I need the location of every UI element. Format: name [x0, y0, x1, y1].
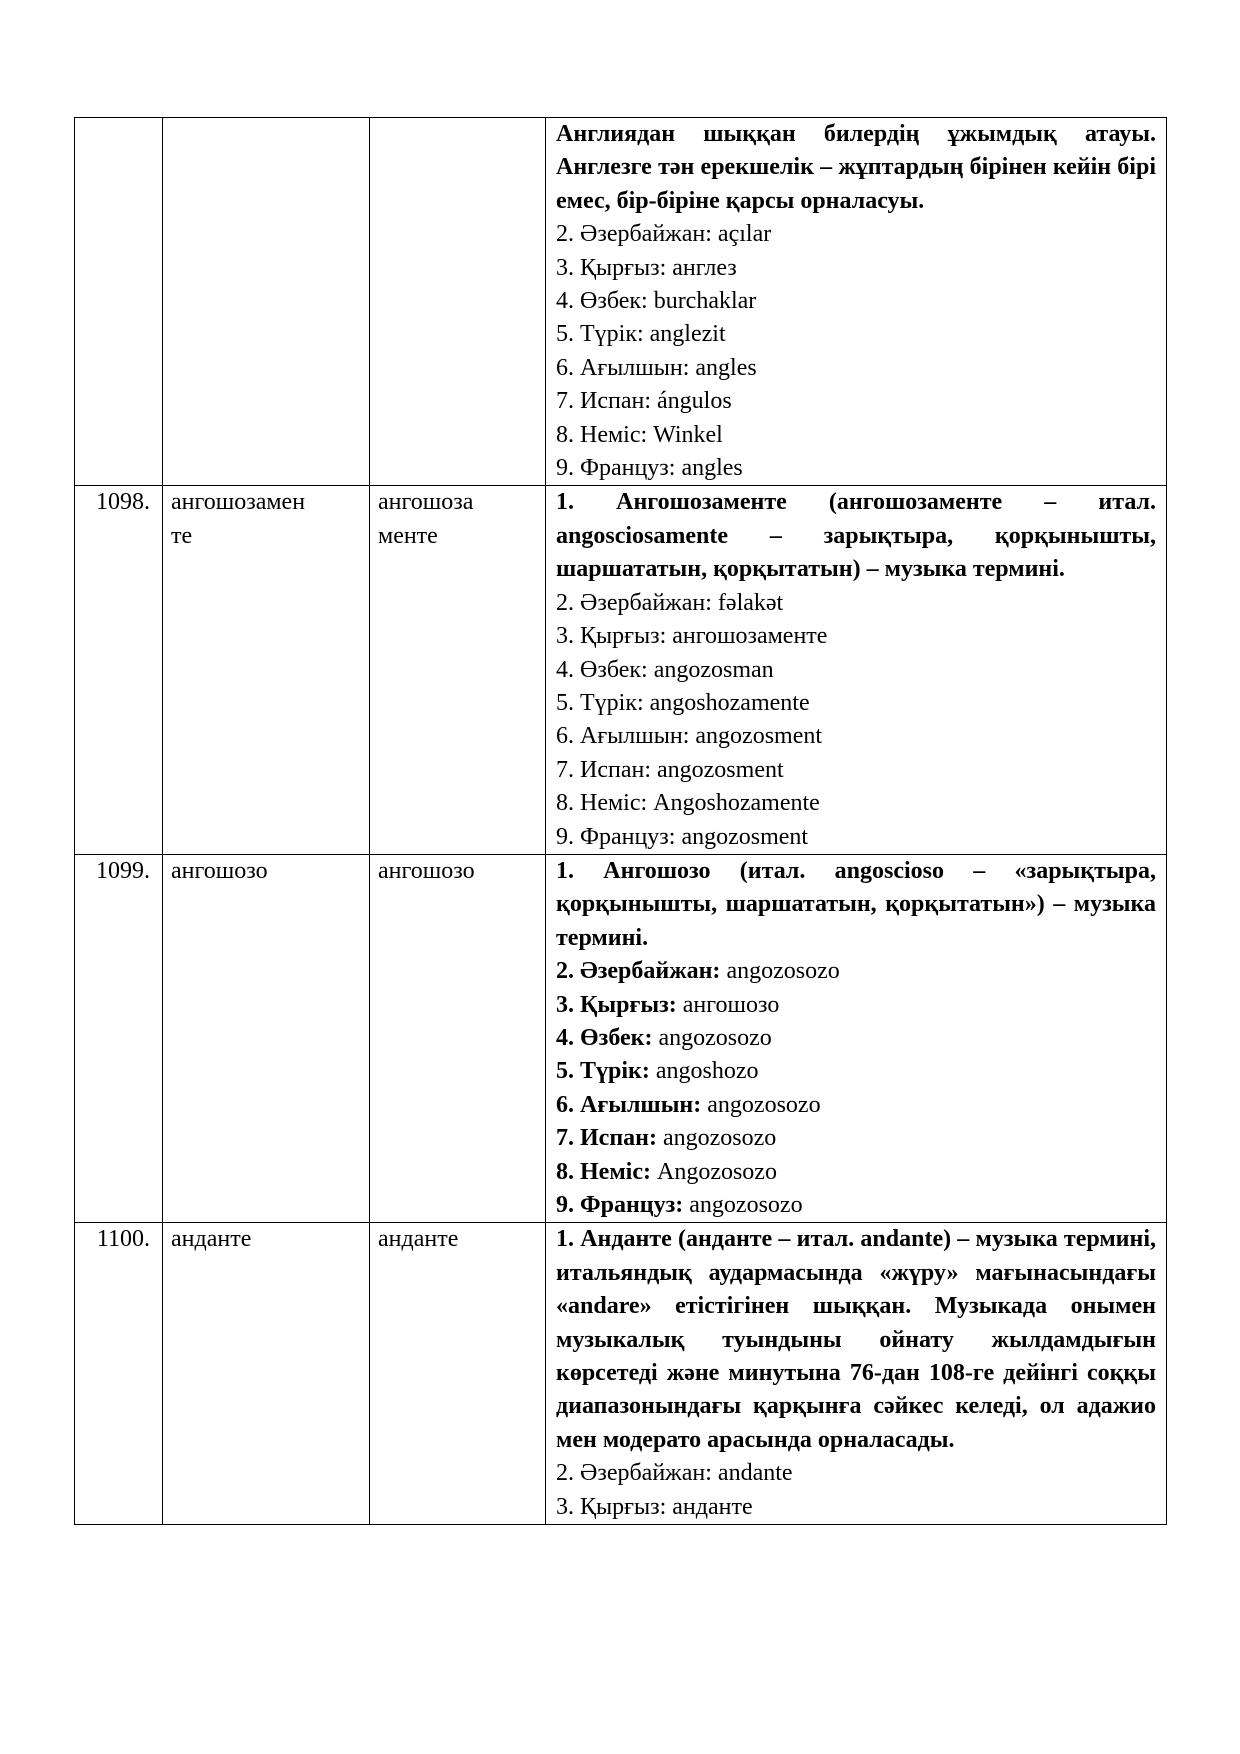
definition-text: 1. Ангошозаменте (ангошозаменте – итал. angosciosamente – зарықтыра, қорқынышты, шаршататын, қорқытатын) – музыка термині.: [556, 489, 1156, 583]
entry-word-line: ангошозамен: [171, 489, 306, 516]
translation-value: Angozosozo: [650, 1158, 777, 1185]
translation-line: [556, 787, 1156, 820]
translation-line: [556, 989, 1156, 1022]
table-row: [75, 118, 1167, 486]
translation-label: 3. Қырғыз:: [556, 254, 667, 281]
translation-value: анданте: [666, 1493, 753, 1520]
translation-value: angoshozo: [649, 1058, 759, 1085]
translation-line: [556, 452, 1156, 485]
translation-label: 3. Қырғыз:: [556, 1493, 667, 1520]
translation-line: [556, 385, 1156, 418]
translation-label: 5. Түрік:: [556, 321, 644, 348]
entry-form: [370, 118, 546, 486]
translation-value: Winkel: [647, 421, 723, 448]
entry-word-line: те: [171, 522, 193, 549]
translation-line: [556, 1089, 1156, 1122]
translation-label: 4. Өзбек:: [556, 656, 648, 683]
translation-value: angoshozamente: [643, 689, 810, 716]
translation-value: angozosozo: [683, 1192, 803, 1218]
translation-line: [556, 620, 1156, 653]
translation-label: 9. Француз:: [556, 823, 676, 850]
entry-form: [370, 486, 546, 854]
entry-definition-cell: [546, 854, 1167, 1222]
translation-value: angozosozo: [720, 958, 840, 985]
translation-value: açılar: [711, 221, 772, 248]
translation-value: angozosozo: [656, 1125, 777, 1152]
entry-word: [163, 118, 370, 486]
translation-value: andante: [711, 1460, 793, 1487]
translation-label: 2. Әзербайжан:: [556, 958, 721, 985]
translation-line: [556, 720, 1156, 753]
translation-line: [556, 419, 1156, 452]
translation-label: 9. Француз:: [556, 455, 676, 482]
translation-label: 3. Қырғыз:: [556, 991, 677, 1018]
entry-word: ангошозо: [163, 854, 370, 1222]
translation-line: [556, 318, 1156, 351]
translation-label: 2. Әзербайжан:: [556, 1460, 712, 1487]
entry-form: анданте: [370, 1223, 546, 1525]
translation-label: 8. Неміс:: [556, 1158, 651, 1185]
definition-text: 1. Анданте (анданте – итал. andante) – музыка термині, итальяндық аудармасында «жүру» мағынасындағы «andare» етістігінен шыққан. Музыкада онымен музыкалық туындыны ойнату жылдамдығын көрсетеді және минутына 76-дан 108-ге дейінгі соққы диапазонындағы қарқынға сәйкес келеді, ол адажио мен модерато арасында орналасады.: [556, 1226, 1156, 1453]
translation-label: 4. Өзбек:: [556, 288, 648, 315]
translation-line: [556, 1189, 1156, 1222]
translation-value: angozosment: [675, 823, 809, 850]
translation-value: angozosment: [651, 756, 784, 783]
translation-value: anglezit: [643, 321, 726, 348]
translation-line: [556, 1055, 1156, 1088]
translation-line: [556, 352, 1156, 385]
translation-line: [556, 1022, 1156, 1055]
entry-form-line: ангошоза: [378, 489, 474, 516]
translation-label: 8. Неміс:: [556, 790, 648, 817]
translation-value: burchaklar: [647, 288, 757, 315]
translation-value: angozosozo: [652, 1024, 772, 1051]
translation-value: angles: [689, 354, 757, 381]
translation-line: [556, 285, 1156, 318]
translation-value: ángulos: [651, 388, 732, 415]
translation-label: 6. Ағылшын:: [556, 1091, 702, 1118]
translation-label: 3. Қырғыз:: [556, 623, 667, 650]
translation-line: [556, 1491, 1156, 1524]
translation-value: ангошозо: [676, 991, 780, 1018]
translation-line: [556, 754, 1156, 787]
translation-line: [556, 654, 1156, 687]
entry-number: 1099.: [75, 854, 163, 1222]
translation-label: 4. Өзбек:: [556, 1024, 653, 1051]
definition-text: 1. Ангошозо (итал. angoscioso – «зарықтыра, қорқынышты, шаршататын, қорқытатын») – музыка термині.: [556, 857, 1156, 951]
entry-form: ангошозо: [370, 854, 546, 1222]
entry-word: анданте: [163, 1223, 370, 1525]
entry-number: 1098.: [75, 486, 163, 854]
translation-label: 7. Испан:: [556, 1125, 657, 1152]
translation-value: angozosozo: [701, 1091, 821, 1118]
entry-number: [75, 118, 163, 486]
translation-label: 2. Әзербайжан:: [556, 589, 712, 616]
translation-value: fəlakət: [711, 589, 784, 616]
translation-value: Angoshozamente: [647, 790, 820, 817]
translation-line: [556, 252, 1156, 285]
translation-value: ангошозаменте: [666, 623, 828, 650]
table-row: [75, 1223, 1167, 1525]
translation-line: [556, 1457, 1156, 1490]
translation-line: [556, 1122, 1156, 1155]
translation-label: 2. Әзербайжан:: [556, 221, 712, 248]
translation-line: [556, 1156, 1156, 1189]
translation-label: 9. Француз:: [556, 1192, 684, 1218]
entry-number: 1100.: [75, 1223, 163, 1525]
translation-value: angozosment: [689, 723, 823, 750]
translation-label: 7. Испан:: [556, 388, 651, 415]
translation-label: 6. Ағылшын:: [556, 723, 690, 750]
translation-value: angozosman: [647, 656, 774, 683]
translation-line: [556, 218, 1156, 251]
translation-line: [556, 687, 1156, 720]
translation-value: angles: [675, 455, 743, 482]
entry-definition-cell: [546, 118, 1167, 486]
definition-text: Англиядан шыққан билердің ұжымдық атауы. Англезге тән ерекшелік – жұптардың бірінен кейін бірі емес, бір-біріне қарсы орналасуы.: [556, 121, 1156, 214]
translation-label: 5. Түрік:: [556, 689, 644, 716]
translation-label: 8. Неміс:: [556, 421, 648, 448]
entry-definition-cell: [546, 1223, 1167, 1525]
translation-label: 7. Испан:: [556, 756, 651, 783]
translation-line: [556, 955, 1156, 988]
translation-line: [556, 587, 1156, 620]
translation-line: [556, 821, 1156, 854]
translation-label: 6. Ағылшын:: [556, 354, 690, 381]
translation-value: англез: [666, 254, 737, 281]
entry-word: [163, 486, 370, 854]
entry-form-line: менте: [378, 522, 438, 549]
translation-label: 5. Түрік:: [556, 1058, 650, 1085]
dictionary-table: [74, 117, 1167, 1525]
table-row: [75, 486, 1167, 854]
entry-definition-cell: [546, 486, 1167, 854]
table-row: [75, 854, 1167, 1222]
